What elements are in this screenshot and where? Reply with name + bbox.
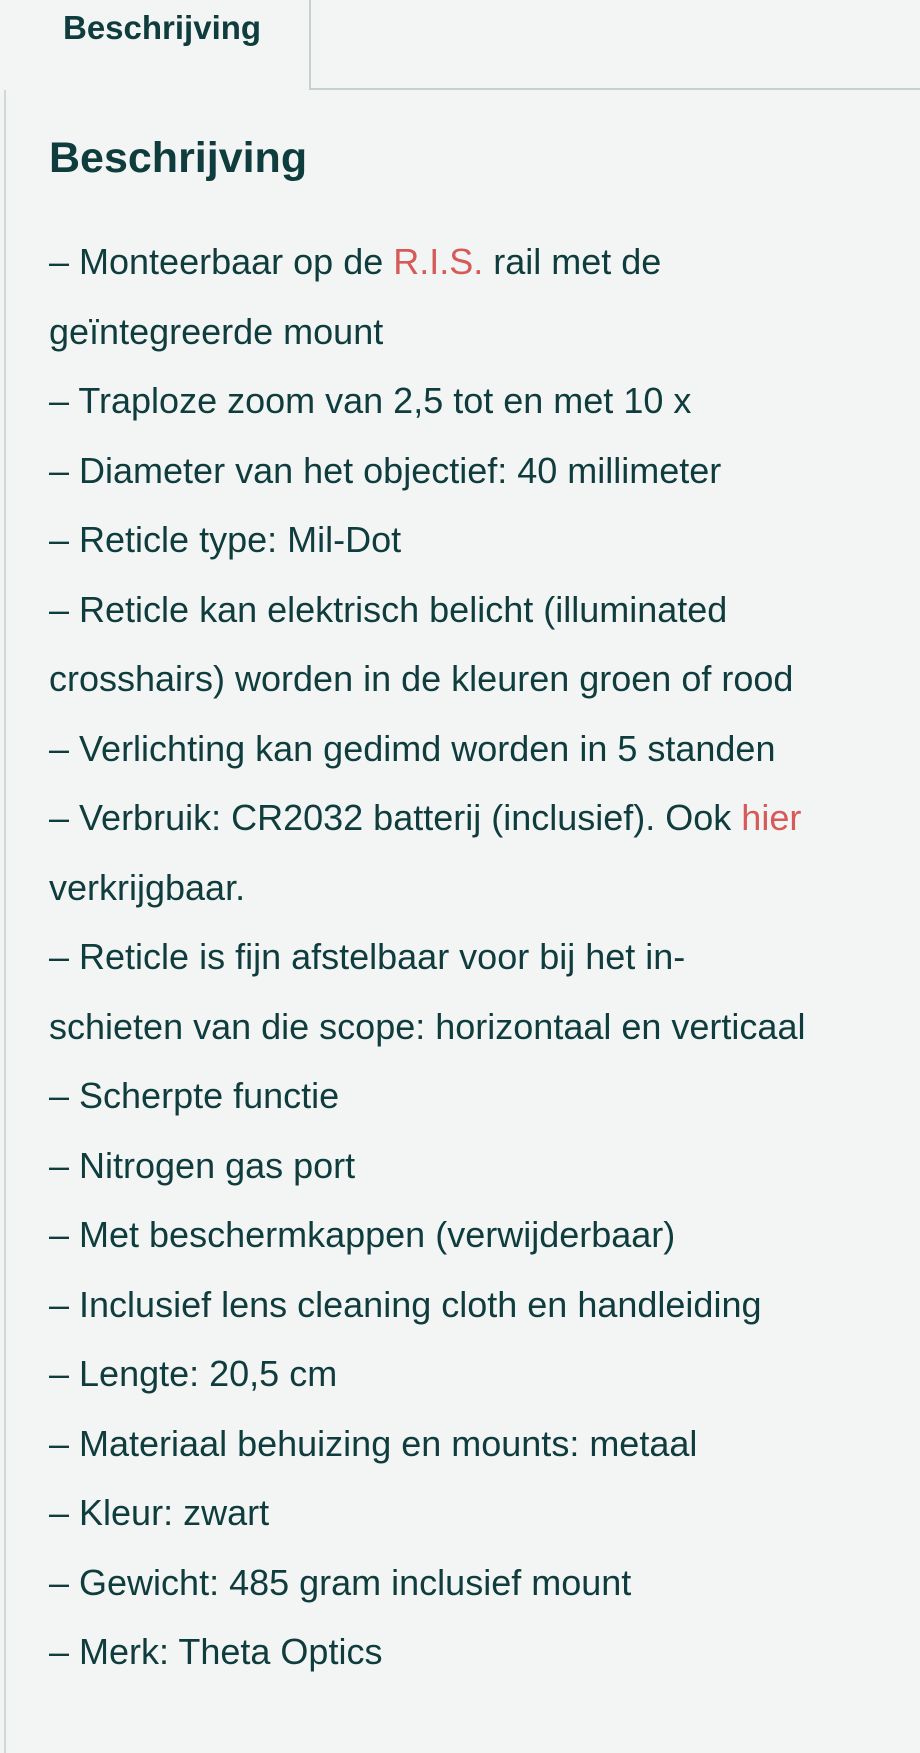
description-content	[49, 122, 889, 1687]
description-line: – Diameter van het objectief: 40 millimeter	[49, 449, 722, 491]
ris-rail-link[interactable]: R.I.S.	[393, 241, 484, 282]
description-line: – Met beschermkappen (verwijderbaar)	[49, 1214, 676, 1255]
battery-link[interactable]: hier	[741, 797, 802, 838]
description-text-segment: – Verbruik: CR2032 batterij (inclusief). Ook	[49, 797, 742, 838]
description-line: – Materiaal behuizing en mounts: metaal	[49, 1422, 698, 1464]
description-line: verkrijgbaar.	[49, 866, 246, 908]
tab-divider	[310, 88, 920, 90]
description-line: – Nitrogen gas port	[49, 1144, 356, 1186]
description-line: schieten van die scope: horizontaal en verticaal	[49, 1005, 806, 1047]
description-line: – Reticle type: Mil-Dot	[49, 519, 402, 560]
description-line: – Inclusief lens cleaning cloth en handleiding	[49, 1283, 762, 1325]
section-heading: Beschrijving	[49, 134, 308, 182]
description-line: – Verlichting kan gedimd worden in 5 standen	[49, 727, 776, 769]
description-line	[49, 783, 889, 853]
description-line: crosshairs) worden in de kleuren groen of rood	[49, 658, 794, 699]
description-text	[49, 227, 889, 1687]
description-line: – Scherpte functie	[49, 1075, 340, 1116]
description-text-segment: – Monteerbaar op de	[49, 241, 394, 282]
description-line: – Lengte: 20,5 cm	[49, 1353, 338, 1394]
description-line: geïntegreerde mount	[49, 310, 384, 352]
description-line: – Merk: Theta Optics	[49, 1631, 383, 1672]
description-line	[49, 227, 889, 297]
description-line: – Reticle kan elektrisch belicht (illuminated	[49, 588, 728, 630]
description-line: – Gewicht: 485 gram inclusief mount	[49, 1561, 632, 1603]
panel-left-border	[4, 0, 6, 1753]
description-line: – Reticle is fijn afstelbaar voor bij het in-	[49, 936, 686, 977]
description-line: – Kleur: zwart	[49, 1492, 270, 1533]
tab-label: Beschrijving	[63, 9, 262, 46]
description-line: – Traploze zoom van 2,5 tot en met 10 x	[49, 380, 692, 421]
tab-beschrijving[interactable]	[4, 0, 311, 90]
description-text-segment: rail met de	[483, 241, 662, 282]
